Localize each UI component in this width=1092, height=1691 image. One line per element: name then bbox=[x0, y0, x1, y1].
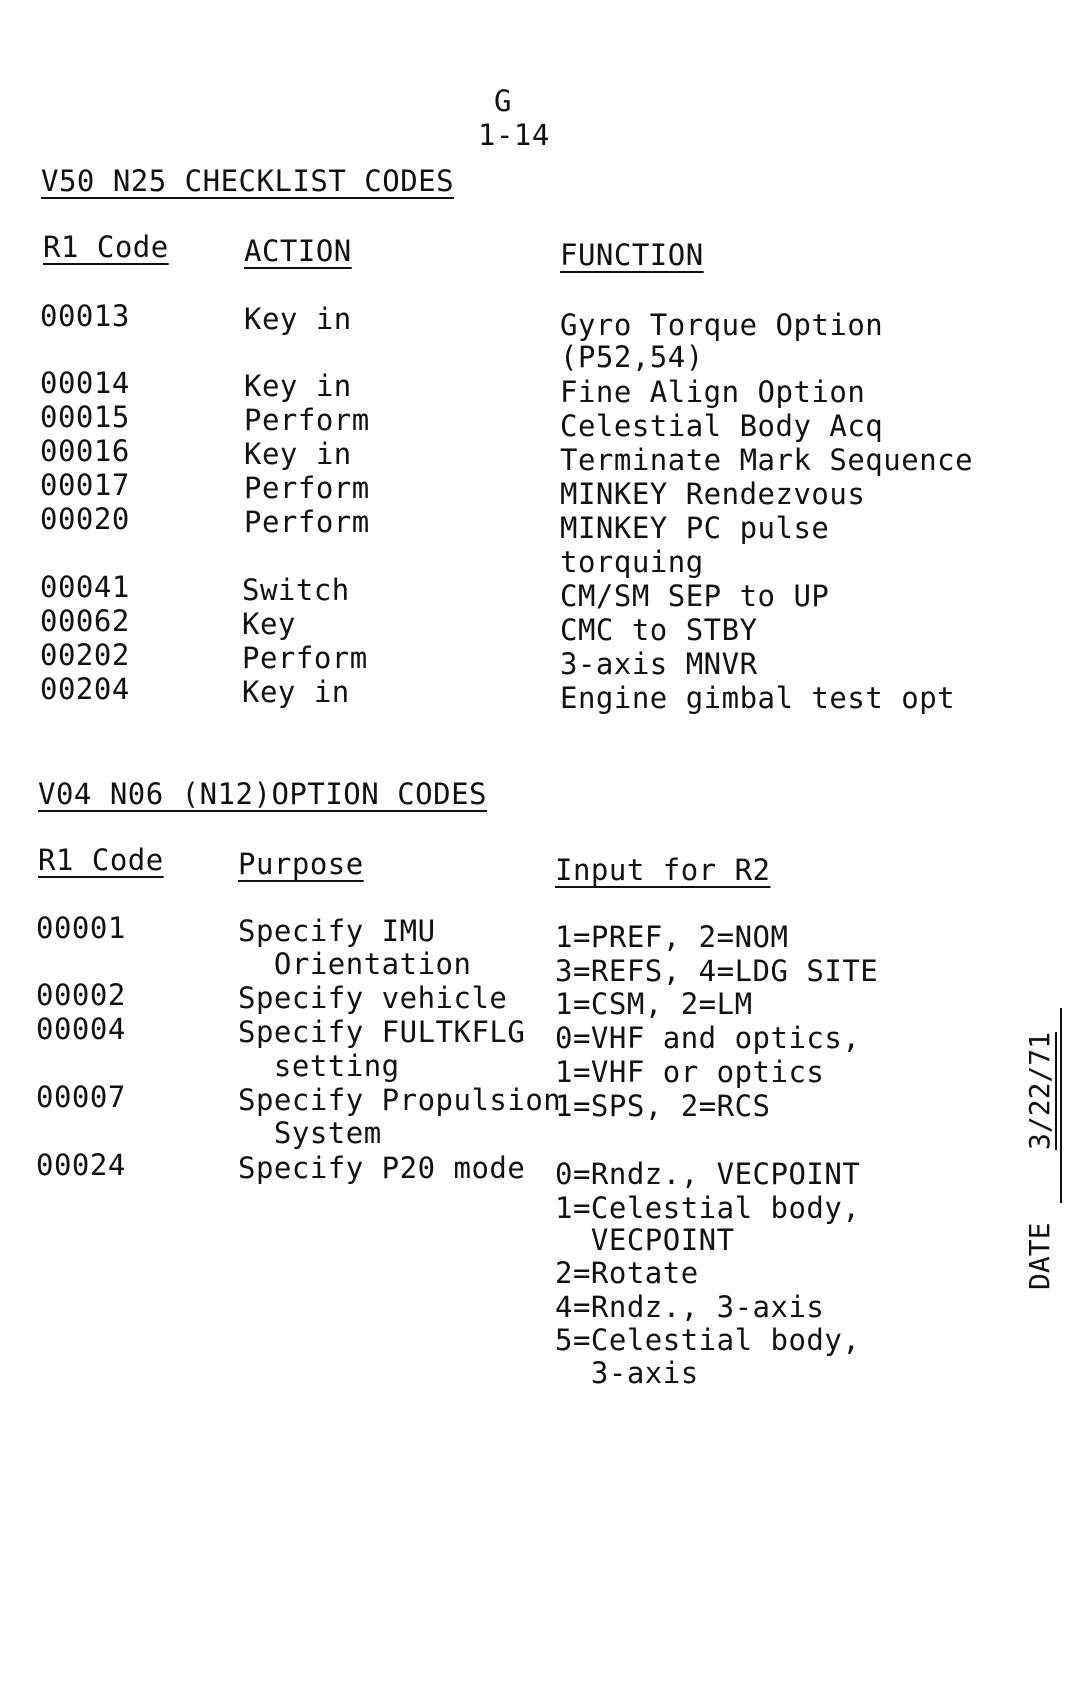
option-purpose: System bbox=[238, 1116, 382, 1150]
option-input: 3=REFS, 4=LDG SITE bbox=[555, 954, 879, 988]
option-purpose: Specify vehicle bbox=[238, 981, 508, 1015]
checklist-code: 00015 bbox=[40, 400, 130, 434]
checklist-function: Celestial Body Acq bbox=[560, 409, 884, 443]
checklist-function: (P52,54) bbox=[560, 340, 704, 374]
checklist-code: 00013 bbox=[40, 299, 130, 333]
option-code: 00002 bbox=[36, 978, 126, 1012]
checklist-header-action: ACTION bbox=[244, 234, 352, 268]
checklist-function: MINKEY Rendezvous bbox=[560, 477, 866, 511]
checklist-header-code: R1 Code bbox=[43, 230, 169, 264]
checklist-action: Key in bbox=[244, 369, 352, 403]
options-header-code: R1 Code bbox=[38, 843, 164, 877]
date-rule bbox=[1060, 1008, 1062, 1203]
option-input: 0=VHF and optics, bbox=[555, 1021, 861, 1055]
checklist-function: Terminate Mark Sequence bbox=[560, 443, 974, 477]
option-code: 00001 bbox=[36, 911, 126, 945]
date-value: 3/22/71 bbox=[1023, 1031, 1056, 1150]
checklist-action: Switch bbox=[242, 573, 350, 607]
options-header-input: Input for R2 bbox=[555, 853, 771, 887]
option-purpose: Specify P20 mode bbox=[238, 1151, 526, 1185]
checklist-code: 00062 bbox=[40, 604, 130, 638]
option-input: 1=CSM, 2=LM bbox=[555, 987, 753, 1021]
options-header-purpose: Purpose bbox=[238, 847, 364, 881]
checklist-header-function: FUNCTION bbox=[560, 238, 704, 272]
checklist-function: CM/SM SEP to UP bbox=[560, 579, 830, 613]
date-label: DATE bbox=[1023, 1222, 1056, 1290]
checklist-code: 00204 bbox=[40, 672, 130, 706]
option-input: 1=SPS, 2=RCS bbox=[555, 1089, 771, 1123]
option-input: VECPOINT bbox=[555, 1223, 735, 1257]
checklist-action: Key in bbox=[244, 437, 352, 471]
option-purpose: Orientation bbox=[238, 947, 472, 981]
option-input: 1=VHF or optics bbox=[555, 1055, 825, 1089]
checklist-code: 00014 bbox=[40, 366, 130, 400]
checklist-function: MINKEY PC pulse bbox=[560, 511, 830, 545]
checklist-function: torquing bbox=[560, 545, 704, 579]
checklist-title: V50 N25 CHECKLIST CODES bbox=[41, 164, 455, 198]
checklist-function: Gyro Torque Option bbox=[560, 308, 884, 342]
checklist-code: 00041 bbox=[40, 570, 130, 604]
option-input: 1=PREF, 2=NOM bbox=[555, 920, 789, 954]
option-code: 00024 bbox=[36, 1148, 126, 1182]
checklist-code: 00017 bbox=[40, 468, 130, 502]
option-input: 0=Rndz., VECPOINT bbox=[555, 1157, 861, 1191]
checklist-action: Key in bbox=[242, 675, 350, 709]
option-input: 4=Rndz., 3-axis bbox=[555, 1290, 825, 1324]
checklist-code: 00016 bbox=[40, 434, 130, 468]
checklist-function: CMC to STBY bbox=[560, 613, 758, 647]
checklist-function: Fine Align Option bbox=[560, 375, 866, 409]
options-title: V04 N06 (N12)OPTION CODES bbox=[38, 777, 487, 811]
checklist-action: Perform bbox=[244, 471, 370, 505]
option-input: 5=Celestial body, bbox=[555, 1323, 861, 1357]
option-purpose: Specify IMU bbox=[238, 914, 436, 948]
checklist-function: Engine gimbal test opt bbox=[560, 681, 956, 715]
checklist-action: Perform bbox=[244, 505, 370, 539]
checklist-function: 3-axis MNVR bbox=[560, 647, 758, 681]
checklist-action: Perform bbox=[244, 403, 370, 437]
checklist-action: Key in bbox=[244, 302, 352, 336]
page-number: 1-14 bbox=[478, 118, 550, 152]
checklist-code: 00020 bbox=[40, 502, 130, 536]
section-letter: G bbox=[494, 84, 512, 118]
option-purpose: setting bbox=[238, 1049, 400, 1083]
option-purpose: Specify Propulsion bbox=[238, 1083, 562, 1117]
checklist-action: Key bbox=[242, 607, 296, 641]
option-input: 2=Rotate bbox=[555, 1256, 699, 1290]
option-purpose: Specify FULTKFLG bbox=[238, 1015, 526, 1049]
option-code: 00004 bbox=[36, 1012, 126, 1046]
option-input: 1=Celestial body, bbox=[555, 1191, 861, 1225]
checklist-action: Perform bbox=[242, 641, 368, 675]
option-input: 3-axis bbox=[555, 1356, 699, 1390]
checklist-code: 00202 bbox=[40, 638, 130, 672]
option-code: 00007 bbox=[36, 1080, 126, 1114]
